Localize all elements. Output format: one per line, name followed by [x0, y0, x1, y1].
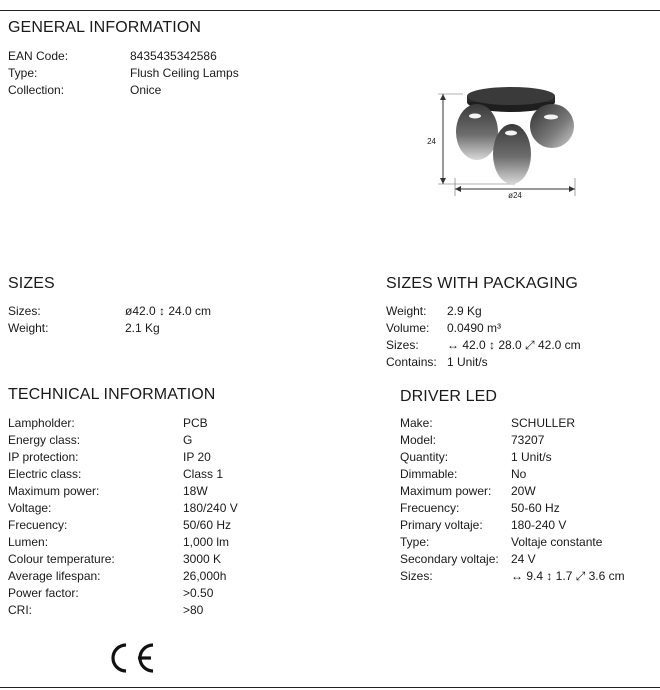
- packaging-label: Sizes:: [386, 338, 419, 352]
- product-dimension-drawing: [425, 80, 585, 210]
- technical-label: Lumen:: [8, 535, 49, 549]
- general-label: Type:: [8, 66, 38, 80]
- sizes-value: 2.1 Kg: [125, 321, 160, 335]
- general-value: 8435435342586: [130, 49, 217, 63]
- general-label: Collection:: [8, 83, 65, 97]
- technical-value: 3000 K: [183, 552, 222, 566]
- ce-mark-icon: [104, 640, 158, 676]
- driver-label: Sizes:: [400, 569, 433, 583]
- driver-label: Primary voltaje:: [400, 518, 483, 532]
- general-value: Flush Ceiling Lamps: [130, 66, 239, 80]
- technical-label: Lampholder:: [8, 416, 75, 430]
- driver-value: No: [511, 467, 527, 481]
- driver-value: 24 V: [511, 552, 536, 566]
- packaging-value: ↔ 42.0 ↕ 28.0 ⤢ 42.0 cm: [447, 338, 581, 352]
- technical-label: CRI:: [8, 603, 32, 617]
- general-value: Onice: [130, 83, 162, 97]
- technical-label: Voltage:: [8, 501, 52, 515]
- driver-label: Make:: [400, 416, 433, 430]
- technical-label: Maximum power:: [8, 484, 100, 498]
- driver-label: Maximum power:: [400, 484, 492, 498]
- technical-value: 180/240 V: [183, 501, 238, 515]
- driver-value: 1 Unit/s: [511, 450, 552, 464]
- technical-label: Colour temperature:: [8, 552, 115, 566]
- technical-label: Frecuency:: [8, 518, 68, 532]
- packaging-label: Volume:: [386, 321, 430, 335]
- driver-label: Dimmable:: [400, 467, 458, 481]
- technical-value: Class 1: [183, 467, 224, 481]
- packaging-title: SIZES WITH PACKAGING: [386, 275, 578, 292]
- packaging-value: 1 Unit/s: [447, 355, 488, 369]
- driver-title: DRIVER LED: [400, 388, 498, 405]
- technical-title: TECHNICAL INFORMATION: [8, 386, 216, 403]
- general-label: EAN Code:: [8, 49, 69, 63]
- top-rule: [0, 10, 660, 11]
- technical-label: IP protection:: [8, 450, 79, 464]
- driver-value: Voltaje constante: [511, 535, 603, 549]
- technical-label: Average lifespan:: [8, 569, 101, 583]
- technical-value: >80: [183, 603, 204, 617]
- sizes-value: ø42.0 ↕ 24.0 cm: [125, 304, 212, 318]
- technical-value: IP 20: [183, 450, 211, 464]
- technical-label: Power factor:: [8, 586, 79, 600]
- driver-value: 180-240 V: [511, 518, 567, 532]
- technical-value: PCB: [183, 416, 208, 430]
- driver-label: Frecuency:: [400, 501, 460, 515]
- packaging-label: Contains:: [386, 355, 437, 369]
- technical-value: >0.50: [183, 586, 214, 600]
- bottom-rule: [0, 687, 660, 688]
- packaging-value: 0.0490 m³: [447, 321, 502, 335]
- sizes-label: Sizes:: [8, 304, 41, 318]
- height-dimension-label: 24: [427, 137, 436, 146]
- driver-label: Quantity:: [400, 450, 449, 464]
- general-title: GENERAL INFORMATION: [8, 19, 202, 36]
- driver-value: 73207: [511, 433, 545, 447]
- packaging-value: 2.9 Kg: [447, 304, 482, 318]
- technical-value: 26,000h: [183, 569, 227, 583]
- sizes-label: Weight:: [8, 321, 49, 335]
- driver-value: SCHULLER: [511, 416, 576, 430]
- technical-label: Electric class:: [8, 467, 82, 481]
- technical-label: Energy class:: [8, 433, 81, 447]
- driver-value: 50-60 Hz: [511, 501, 560, 515]
- driver-label: Type:: [400, 535, 430, 549]
- driver-value: ↔ 9.4 ↕ 1.7 ⤢ 3.6 cm: [511, 569, 625, 583]
- technical-value: 50/60 Hz: [183, 518, 232, 532]
- technical-value: 1,000 lm: [183, 535, 230, 549]
- technical-value: 18W: [183, 484, 208, 498]
- technical-value: G: [183, 433, 193, 447]
- width-dimension-label: ø24: [508, 191, 522, 200]
- driver-label: Secondary voltaje:: [400, 552, 499, 566]
- driver-label: Model:: [400, 433, 437, 447]
- driver-value: 20W: [511, 484, 536, 498]
- sizes-title: SIZES: [8, 275, 55, 292]
- packaging-label: Weight:: [386, 304, 427, 318]
